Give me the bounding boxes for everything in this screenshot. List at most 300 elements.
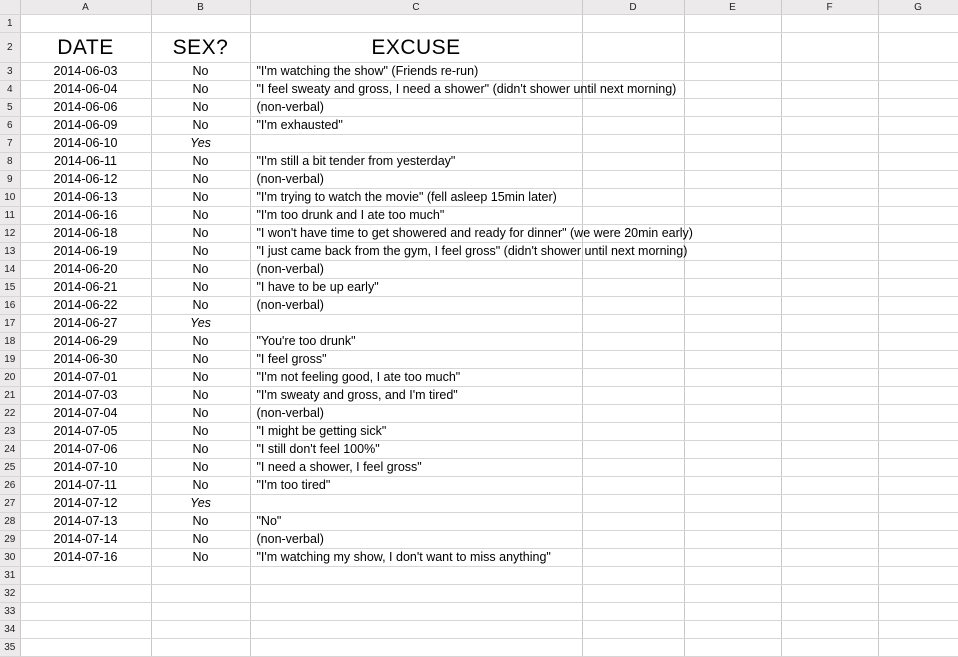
- cell[interactable]: [582, 207, 684, 225]
- cell[interactable]: [684, 225, 781, 243]
- cell[interactable]: [781, 639, 878, 657]
- table-header-row[interactable]: [0, 33, 958, 63]
- cell[interactable]: [878, 315, 958, 333]
- cell[interactable]: [684, 99, 781, 117]
- cell[interactable]: [781, 585, 878, 603]
- cell[interactable]: [684, 333, 781, 351]
- cell[interactable]: [151, 15, 250, 33]
- cell[interactable]: [582, 441, 684, 459]
- cell-date[interactable]: 2014-07-12: [20, 495, 151, 513]
- cell[interactable]: [781, 243, 878, 261]
- cell-date[interactable]: 2014-06-21: [20, 279, 151, 297]
- table-row[interactable]: [0, 99, 958, 117]
- cell[interactable]: [781, 387, 878, 405]
- table-row[interactable]: [0, 639, 958, 657]
- row-header-3[interactable]: 3: [0, 63, 20, 81]
- cell[interactable]: [781, 621, 878, 639]
- cell[interactable]: [582, 99, 684, 117]
- cell-date[interactable]: [20, 603, 151, 621]
- cell[interactable]: [781, 513, 878, 531]
- cell-sex[interactable]: Yes: [151, 135, 250, 153]
- cell[interactable]: [582, 171, 684, 189]
- cell-excuse[interactable]: [250, 369, 582, 387]
- cell[interactable]: [781, 477, 878, 495]
- cell-excuse[interactable]: [250, 207, 582, 225]
- cell[interactable]: [878, 369, 958, 387]
- cell[interactable]: [878, 117, 958, 135]
- cell[interactable]: [684, 549, 781, 567]
- cell[interactable]: [582, 639, 684, 657]
- cell[interactable]: [781, 279, 878, 297]
- cell[interactable]: [582, 405, 684, 423]
- cell[interactable]: [878, 441, 958, 459]
- cell-excuse[interactable]: [250, 243, 688, 261]
- cell-date[interactable]: 2014-06-27: [20, 315, 151, 333]
- cell[interactable]: [582, 15, 684, 33]
- cell-sex[interactable]: No: [151, 81, 250, 99]
- cell-date[interactable]: 2014-06-16: [20, 207, 151, 225]
- cell-excuse[interactable]: [250, 297, 582, 315]
- cell-sex[interactable]: No: [151, 63, 250, 81]
- cell[interactable]: [781, 495, 878, 513]
- table-row[interactable]: [0, 423, 958, 441]
- cell-excuse[interactable]: [250, 423, 582, 441]
- cell[interactable]: [684, 207, 781, 225]
- cell[interactable]: [684, 15, 781, 33]
- cell[interactable]: [878, 99, 958, 117]
- cell[interactable]: [582, 567, 684, 585]
- table-row[interactable]: [0, 315, 958, 333]
- cell[interactable]: [582, 621, 684, 639]
- cell[interactable]: [684, 63, 781, 81]
- cell-sex[interactable]: No: [151, 171, 250, 189]
- cell-date[interactable]: 2014-06-13: [20, 189, 151, 207]
- column-header-g[interactable]: G: [878, 0, 958, 15]
- cell-sex[interactable]: No: [151, 261, 250, 279]
- header-cell-sex[interactable]: SEX?: [151, 33, 250, 63]
- cell[interactable]: [781, 63, 878, 81]
- cell[interactable]: [781, 99, 878, 117]
- table-row[interactable]: [0, 531, 958, 549]
- cell-date[interactable]: 2014-06-29: [20, 333, 151, 351]
- cell-date[interactable]: 2014-06-19: [20, 243, 151, 261]
- row-header-22[interactable]: 22: [0, 405, 20, 423]
- cell[interactable]: [684, 387, 781, 405]
- cell[interactable]: [878, 423, 958, 441]
- cell[interactable]: [878, 135, 958, 153]
- table-row[interactable]: [0, 207, 958, 225]
- cell[interactable]: [582, 585, 684, 603]
- cell[interactable]: [781, 153, 878, 171]
- cell-date[interactable]: 2014-07-14: [20, 531, 151, 549]
- row-header-35[interactable]: 35: [0, 639, 20, 657]
- cell-date[interactable]: 2014-07-13: [20, 513, 151, 531]
- cell[interactable]: [878, 189, 958, 207]
- cell-date[interactable]: [20, 567, 151, 585]
- cell[interactable]: [878, 279, 958, 297]
- cell-sex[interactable]: No: [151, 117, 250, 135]
- cell[interactable]: [878, 15, 958, 33]
- cell[interactable]: [878, 477, 958, 495]
- cell-excuse[interactable]: [250, 585, 582, 603]
- cell-excuse[interactable]: [250, 405, 582, 423]
- row-header-29[interactable]: 29: [0, 531, 20, 549]
- cell-excuse[interactable]: [250, 621, 582, 639]
- cell[interactable]: [878, 333, 958, 351]
- table-row[interactable]: [0, 369, 958, 387]
- cell-excuse[interactable]: [250, 549, 582, 567]
- cell[interactable]: [781, 531, 878, 549]
- cell-sex[interactable]: [151, 639, 250, 657]
- cell-sex[interactable]: No: [151, 369, 250, 387]
- cell-excuse[interactable]: [250, 189, 582, 207]
- table-row[interactable]: [0, 117, 958, 135]
- table-row[interactable]: [0, 261, 958, 279]
- cell-date[interactable]: 2014-06-03: [20, 63, 151, 81]
- cell-excuse[interactable]: [250, 567, 582, 585]
- cell-sex[interactable]: No: [151, 387, 250, 405]
- cell-excuse[interactable]: [250, 495, 582, 513]
- cell[interactable]: [878, 225, 958, 243]
- cell-date[interactable]: 2014-07-04: [20, 405, 151, 423]
- cell-excuse[interactable]: [250, 387, 582, 405]
- cell[interactable]: [781, 369, 878, 387]
- cell[interactable]: [684, 513, 781, 531]
- row-header-13[interactable]: 13: [0, 243, 20, 261]
- cell[interactable]: [684, 477, 781, 495]
- cell[interactable]: [684, 315, 781, 333]
- cell[interactable]: [582, 495, 684, 513]
- table-row[interactable]: [0, 63, 958, 81]
- table-row[interactable]: [0, 333, 958, 351]
- cell-date[interactable]: [20, 585, 151, 603]
- table-row[interactable]: [0, 15, 958, 33]
- row-header-30[interactable]: 30: [0, 549, 20, 567]
- row-header-34[interactable]: 34: [0, 621, 20, 639]
- row-header-27[interactable]: 27: [0, 495, 20, 513]
- cell[interactable]: [582, 333, 684, 351]
- cell[interactable]: [781, 189, 878, 207]
- table-row[interactable]: [0, 279, 958, 297]
- cell-sex[interactable]: Yes: [151, 315, 250, 333]
- cell-date[interactable]: 2014-06-11: [20, 153, 151, 171]
- row-header-26[interactable]: 26: [0, 477, 20, 495]
- table-row[interactable]: [0, 549, 958, 567]
- cell[interactable]: [781, 603, 878, 621]
- cell[interactable]: [781, 207, 878, 225]
- cell[interactable]: [781, 441, 878, 459]
- row-header-8[interactable]: 8: [0, 153, 20, 171]
- cell-excuse[interactable]: [250, 531, 582, 549]
- cell-date[interactable]: 2014-07-16: [20, 549, 151, 567]
- row-header-14[interactable]: 14: [0, 261, 20, 279]
- cell-excuse[interactable]: [250, 153, 582, 171]
- cell[interactable]: [781, 15, 878, 33]
- cell-date[interactable]: 2014-07-10: [20, 459, 151, 477]
- cell-date[interactable]: 2014-06-04: [20, 81, 151, 99]
- cell[interactable]: [684, 351, 781, 369]
- row-header-6[interactable]: 6: [0, 117, 20, 135]
- cell[interactable]: [781, 405, 878, 423]
- cell[interactable]: [684, 603, 781, 621]
- table-row[interactable]: [0, 495, 958, 513]
- table-row[interactable]: [0, 585, 958, 603]
- cell-date[interactable]: 2014-07-06: [20, 441, 151, 459]
- cell[interactable]: [582, 531, 684, 549]
- cell[interactable]: [582, 603, 684, 621]
- cell-date[interactable]: 2014-07-03: [20, 387, 151, 405]
- cell-date[interactable]: 2014-06-30: [20, 351, 151, 369]
- header-cell-date[interactable]: DATE: [20, 33, 151, 63]
- table-row[interactable]: [0, 621, 958, 639]
- cell[interactable]: [250, 15, 582, 33]
- cell[interactable]: [781, 333, 878, 351]
- cell-sex[interactable]: No: [151, 423, 250, 441]
- cell[interactable]: [684, 153, 781, 171]
- row-header-19[interactable]: 19: [0, 351, 20, 369]
- cell[interactable]: [582, 135, 684, 153]
- cell[interactable]: [582, 297, 684, 315]
- cell-sex[interactable]: No: [151, 405, 250, 423]
- cell-excuse[interactable]: [250, 513, 582, 531]
- cell[interactable]: [878, 243, 958, 261]
- row-header-31[interactable]: 31: [0, 567, 20, 585]
- cell[interactable]: [684, 585, 781, 603]
- row-header-2[interactable]: 2: [0, 33, 20, 63]
- cell-date[interactable]: 2014-06-12: [20, 171, 151, 189]
- row-header-32[interactable]: 32: [0, 585, 20, 603]
- cell[interactable]: [878, 207, 958, 225]
- table-row[interactable]: [0, 189, 958, 207]
- column-header-b[interactable]: B: [151, 0, 250, 15]
- cell-sex[interactable]: No: [151, 99, 250, 117]
- table-row[interactable]: [0, 567, 958, 585]
- cell-sex[interactable]: No: [151, 477, 250, 495]
- cell[interactable]: [878, 639, 958, 657]
- row-header-20[interactable]: 20: [0, 369, 20, 387]
- cell[interactable]: [20, 15, 151, 33]
- cell[interactable]: [781, 171, 878, 189]
- cell-date[interactable]: 2014-06-10: [20, 135, 151, 153]
- table-row[interactable]: [0, 387, 958, 405]
- cell[interactable]: [582, 513, 684, 531]
- row-header-17[interactable]: 17: [0, 315, 20, 333]
- cell-sex[interactable]: [151, 567, 250, 585]
- cell[interactable]: [781, 423, 878, 441]
- row-header-5[interactable]: 5: [0, 99, 20, 117]
- cell-sex[interactable]: No: [151, 279, 250, 297]
- column-header-f[interactable]: F: [781, 0, 878, 15]
- cell-date[interactable]: 2014-06-20: [20, 261, 151, 279]
- cell-excuse[interactable]: [250, 99, 582, 117]
- cell[interactable]: [878, 405, 958, 423]
- cell[interactable]: [582, 315, 684, 333]
- cell-sex[interactable]: [151, 585, 250, 603]
- cell[interactable]: [684, 261, 781, 279]
- cell[interactable]: [684, 621, 781, 639]
- cell-sex[interactable]: No: [151, 225, 250, 243]
- cell-date[interactable]: 2014-06-22: [20, 297, 151, 315]
- cell[interactable]: [582, 549, 684, 567]
- cell[interactable]: [684, 423, 781, 441]
- row-header-11[interactable]: 11: [0, 207, 20, 225]
- cell[interactable]: [684, 81, 781, 99]
- row-header-9[interactable]: 9: [0, 171, 20, 189]
- cell-sex[interactable]: No: [151, 207, 250, 225]
- row-header-33[interactable]: 33: [0, 603, 20, 621]
- cell[interactable]: [684, 567, 781, 585]
- cell-date[interactable]: 2014-07-05: [20, 423, 151, 441]
- cell[interactable]: [781, 549, 878, 567]
- row-header-21[interactable]: 21: [0, 387, 20, 405]
- cell-excuse[interactable]: [250, 459, 582, 477]
- cell[interactable]: [781, 567, 878, 585]
- cell-excuse[interactable]: [250, 315, 582, 333]
- cell[interactable]: [878, 297, 958, 315]
- cell-excuse[interactable]: [250, 603, 582, 621]
- cell-date[interactable]: 2014-07-11: [20, 477, 151, 495]
- cell-excuse[interactable]: [250, 477, 582, 495]
- cell-excuse[interactable]: [250, 333, 582, 351]
- cell[interactable]: [781, 351, 878, 369]
- cell[interactable]: [878, 567, 958, 585]
- cell-excuse[interactable]: [250, 441, 582, 459]
- table-row[interactable]: [0, 135, 958, 153]
- cell[interactable]: [684, 405, 781, 423]
- row-header-7[interactable]: 7: [0, 135, 20, 153]
- cell-excuse[interactable]: [250, 279, 582, 297]
- cell-excuse[interactable]: [250, 117, 582, 135]
- table-row[interactable]: [0, 477, 958, 495]
- table-row[interactable]: [0, 441, 958, 459]
- cell-excuse[interactable]: [250, 351, 582, 369]
- cell[interactable]: [684, 135, 781, 153]
- cell[interactable]: [781, 261, 878, 279]
- cell-date[interactable]: 2014-06-06: [20, 99, 151, 117]
- cell-date[interactable]: 2014-06-18: [20, 225, 151, 243]
- cell[interactable]: [684, 531, 781, 549]
- cell-sex[interactable]: No: [151, 333, 250, 351]
- cell[interactable]: [582, 387, 684, 405]
- cell[interactable]: [878, 351, 958, 369]
- row-header-12[interactable]: 12: [0, 225, 20, 243]
- cell[interactable]: [684, 33, 781, 63]
- row-header-4[interactable]: 4: [0, 81, 20, 99]
- cell-sex[interactable]: No: [151, 459, 250, 477]
- column-header-d[interactable]: D: [582, 0, 684, 15]
- table-row[interactable]: [0, 459, 958, 477]
- cell[interactable]: [878, 603, 958, 621]
- cell-sex[interactable]: No: [151, 297, 250, 315]
- cell-excuse[interactable]: [250, 135, 582, 153]
- table-row[interactable]: [0, 171, 958, 189]
- cell[interactable]: [684, 189, 781, 207]
- header-cell-excuse[interactable]: EXCUSE: [250, 33, 582, 63]
- cell-date[interactable]: 2014-06-09: [20, 117, 151, 135]
- cell[interactable]: [878, 63, 958, 81]
- cell-sex[interactable]: No: [151, 549, 250, 567]
- cell-sex[interactable]: No: [151, 189, 250, 207]
- cell[interactable]: [582, 279, 684, 297]
- cell[interactable]: [781, 297, 878, 315]
- row-header-18[interactable]: 18: [0, 333, 20, 351]
- column-header-a[interactable]: A: [20, 0, 151, 15]
- table-row[interactable]: [0, 297, 958, 315]
- row-header-25[interactable]: 25: [0, 459, 20, 477]
- row-header-15[interactable]: 15: [0, 279, 20, 297]
- cell[interactable]: [684, 297, 781, 315]
- cell[interactable]: [582, 33, 684, 63]
- cell-excuse[interactable]: [250, 63, 582, 81]
- cell[interactable]: [684, 243, 781, 261]
- cell[interactable]: [582, 423, 684, 441]
- row-header-28[interactable]: 28: [0, 513, 20, 531]
- cell[interactable]: [582, 351, 684, 369]
- cell[interactable]: [684, 369, 781, 387]
- cell-sex[interactable]: No: [151, 153, 250, 171]
- cell[interactable]: [878, 549, 958, 567]
- cell-excuse[interactable]: [250, 81, 677, 99]
- cell-sex[interactable]: [151, 603, 250, 621]
- cell[interactable]: [878, 153, 958, 171]
- cell[interactable]: [582, 189, 684, 207]
- cell[interactable]: [781, 459, 878, 477]
- cell[interactable]: [878, 171, 958, 189]
- row-header-1[interactable]: 1: [0, 15, 20, 33]
- cell[interactable]: [582, 369, 684, 387]
- table-row[interactable]: [0, 243, 958, 261]
- table-row[interactable]: [0, 153, 958, 171]
- cell[interactable]: [684, 117, 781, 135]
- column-header-c[interactable]: C: [250, 0, 582, 15]
- select-all-corner[interactable]: [0, 0, 20, 15]
- row-header-16[interactable]: 16: [0, 297, 20, 315]
- cell[interactable]: [582, 261, 684, 279]
- row-header-23[interactable]: 23: [0, 423, 20, 441]
- cell[interactable]: [878, 531, 958, 549]
- cell-sex[interactable]: No: [151, 531, 250, 549]
- table-row[interactable]: [0, 225, 958, 243]
- cell[interactable]: [781, 135, 878, 153]
- row-header-10[interactable]: 10: [0, 189, 20, 207]
- table-row[interactable]: [0, 405, 958, 423]
- cell[interactable]: [878, 261, 958, 279]
- cell-excuse[interactable]: [250, 225, 693, 243]
- cell-sex[interactable]: No: [151, 243, 250, 261]
- cell[interactable]: [878, 33, 958, 63]
- cell[interactable]: [684, 459, 781, 477]
- cell[interactable]: [878, 459, 958, 477]
- cell[interactable]: [878, 621, 958, 639]
- cell-date[interactable]: 2014-07-01: [20, 369, 151, 387]
- cell-sex[interactable]: No: [151, 513, 250, 531]
- cell-sex[interactable]: No: [151, 351, 250, 369]
- cell[interactable]: [878, 585, 958, 603]
- cell-date[interactable]: [20, 639, 151, 657]
- cell[interactable]: [781, 315, 878, 333]
- cell[interactable]: [878, 387, 958, 405]
- table-row[interactable]: [0, 603, 958, 621]
- cell[interactable]: [878, 495, 958, 513]
- cell[interactable]: [684, 441, 781, 459]
- cell-sex[interactable]: Yes: [151, 495, 250, 513]
- table-row[interactable]: [0, 351, 958, 369]
- cell[interactable]: [684, 495, 781, 513]
- cell[interactable]: [878, 513, 958, 531]
- cell-excuse[interactable]: [250, 261, 582, 279]
- cell-excuse[interactable]: [250, 639, 582, 657]
- row-header-24[interactable]: 24: [0, 441, 20, 459]
